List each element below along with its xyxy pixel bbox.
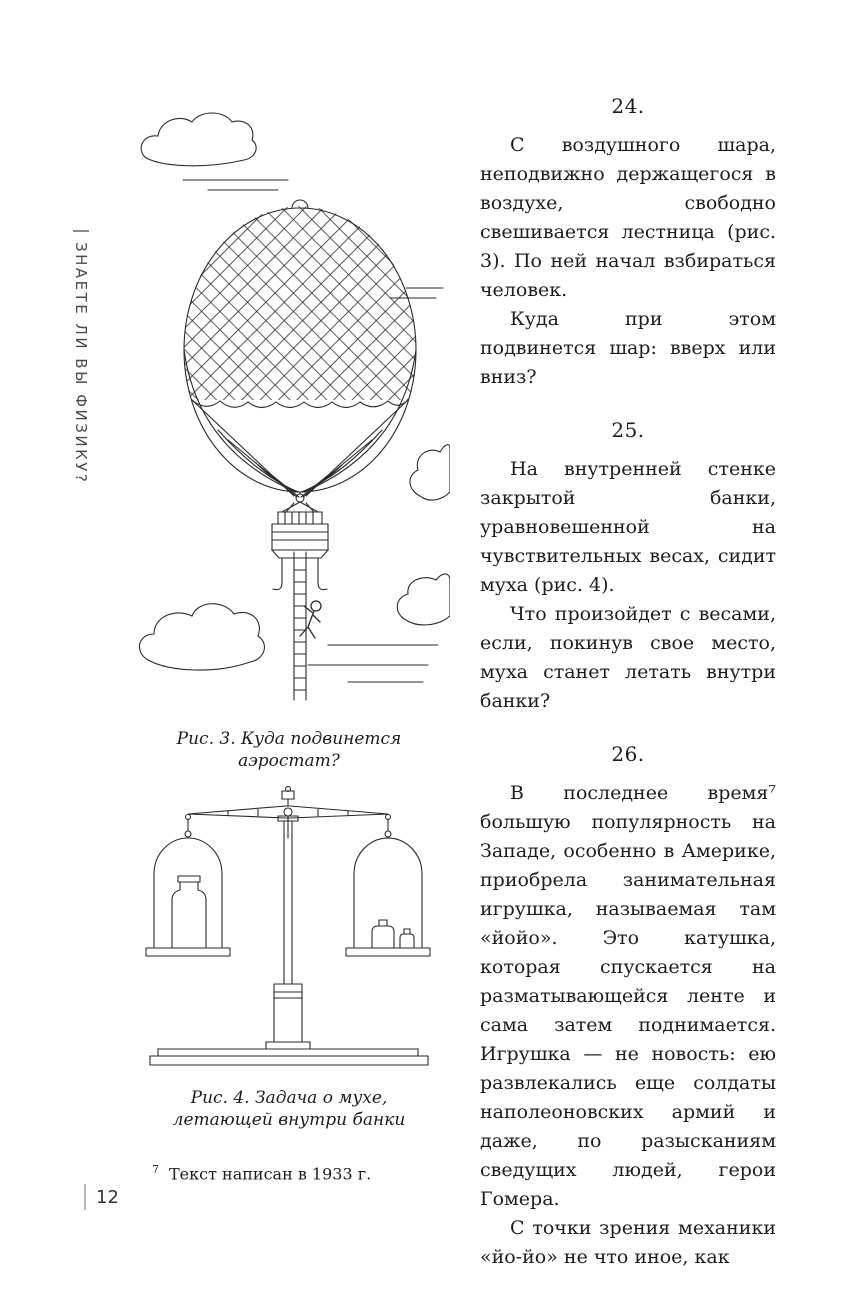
suspension-ropes bbox=[192, 400, 408, 512]
paragraph: В последнее время⁷ большую популярность на Западе, особенно в Америке, приобрела занимательная игрушка, называемая там «йойо». Это катушка, которая спускается на разматывающейся ленте и сама затем поднимается. Игрушка — не новость: ею развлекались еще солдаты наполеоновских армий и даже, по разысканиям сведущих людей, герои Гомера. bbox=[480, 782, 776, 1210]
jar bbox=[172, 876, 206, 948]
figure-3-caption: Рис. 3. Куда подвинется аэростат? bbox=[176, 729, 402, 771]
anchor-hook-left bbox=[273, 558, 282, 590]
paragraph: Куда при этом подвинется шар: вверх или вниз? bbox=[480, 308, 776, 388]
weights bbox=[372, 920, 414, 948]
page-number-value: 12 bbox=[96, 1186, 119, 1208]
rope-ladder bbox=[294, 552, 306, 700]
paragraph: С воздушного шара, неподвижно держащегося в воздухе, свободно свешивается лестница (рис. 3). По ней начал взбираться человек. bbox=[480, 134, 776, 301]
balance-beam bbox=[185, 787, 391, 839]
figure-balloon bbox=[128, 100, 450, 772]
text-column bbox=[480, 92, 776, 1272]
paragraph: На внутренней стенке закрытой банки, уравновешенной на чувствительных весах, сидит муха (рис. 4). bbox=[480, 458, 776, 596]
section-heading-24: 24. bbox=[611, 94, 645, 118]
left-pan bbox=[146, 838, 230, 956]
anchor-hook-right bbox=[318, 558, 327, 590]
scales-illustration bbox=[128, 786, 450, 1071]
running-head bbox=[72, 230, 90, 484]
paragraph: С точки зрения механики «йо-йо» не что иное, как bbox=[480, 1217, 776, 1268]
running-head-rule bbox=[73, 230, 89, 232]
footnote-text: Текст написан в 1933 г. bbox=[169, 1164, 372, 1184]
paragraph: Что произойдет с весами, если, покинув свое место, муха станет летать внутри банки? bbox=[480, 603, 776, 712]
balloon-illustration bbox=[128, 100, 450, 712]
section-heading-26: 26. bbox=[611, 742, 645, 766]
footnote bbox=[128, 1159, 450, 1185]
balloon-net bbox=[184, 206, 416, 400]
balance-stand bbox=[150, 816, 428, 1065]
figure-scales bbox=[128, 786, 450, 1131]
footnote-marker: 7 bbox=[152, 1163, 159, 1176]
page-number bbox=[84, 1184, 119, 1210]
gondola bbox=[272, 512, 328, 590]
figure-column bbox=[128, 100, 450, 1185]
running-head-text: ЗНАЕТЕ ЛИ ВЫ ФИЗИКУ? bbox=[72, 242, 90, 485]
figure-4-caption: Рис. 4. Задача о мухе, летающей внутри банки bbox=[172, 1088, 406, 1130]
section-heading-25: 25. bbox=[611, 418, 645, 442]
page-number-rule bbox=[84, 1184, 86, 1210]
balloon-envelope bbox=[184, 200, 416, 492]
right-pan bbox=[346, 838, 430, 956]
